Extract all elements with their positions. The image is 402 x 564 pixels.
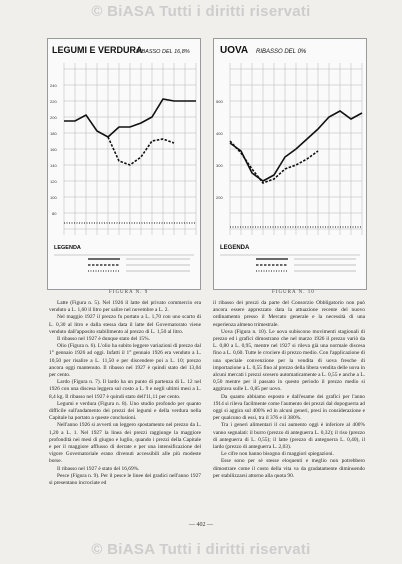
chart-legumi-ytick: 200 <box>50 115 57 120</box>
chart-uova-title: UOVA <box>220 45 249 56</box>
chart-legumi-ytick: 100 <box>50 195 57 200</box>
paragraph: Tra i generi alimentari il cui aumento oggi è inferiore al 400% vanno segnalati: il burro (prezzo di anteguerra L. 0,32); il riso (prezzo di anteguerra di L. 0,55); il latte (prezzo di anteguerra L. 0,40), il lardo (prezzo di anteguerra L. 2,03). <box>213 422 365 451</box>
paragraph: Il ribasso nel 1927 è stato del 16,69%. <box>57 465 140 472</box>
figure-caption: FIGURA N. 10 <box>272 290 315 295</box>
chart-uova-ytick: 400 <box>216 131 223 136</box>
paragraph: Le cifre non hanno bisogno di maggiori spiegazioni. <box>221 451 334 458</box>
paragraph: Nell'anno 1926 si avvertì un leggero spostamento nel prezzo da L. 1,20 a L. 1. Nel 1927 la linea dei prezzi raggiunge la maggiore profondità nei mesi di giugno e luglio, quando i prezzi della Capitale e per il maggiore afflusso di derrate e per una intensificazione del vigore Governatoriale erano divenuti accessibili alle più modeste borse. <box>49 422 201 465</box>
chart-legumi-legend <box>54 255 194 271</box>
chart-legumi-ytick: 120 <box>50 179 57 184</box>
paragraph: Da quanto abbiamo esposto e dall'esame dei grafici per l'anno 1914 si rileva facilmente come l'aumento dei prezzi dal dopoguerra ad oggi si aggira sul 400% ed in alcuni generi, presi in considerazione e per qualcuno di essi, tra il 376 e il 380%. <box>213 393 365 422</box>
chart-legumi-subtitle: RIBASSO DEL 16,8% <box>136 49 190 55</box>
paragraph: Latte (Figura n. 5). Nel 1926 il latte del privato commercio era venduto a L. 1,60 il litro per salire nel novembre a L. 2. <box>49 300 201 314</box>
paragraph: il ribasso dei prezzi da parte del Consorzio Obbligatorio non può ancora essere apprezzato data la attuazione recente del nuovo ordinamento presso il Mercato generale e la necessità di una esperienza almeno trimestrale. <box>213 300 365 328</box>
chart-uova-legend <box>220 255 360 271</box>
chart-legumi-gridlines <box>64 63 196 235</box>
chart-legumi-ytick: 140 <box>50 163 57 168</box>
chart-legumi-title: LEGUMI E VERDURA <box>52 45 143 55</box>
chart-legumi-ytick: 180 <box>50 131 57 136</box>
watermark-top: © BiASA Tutti i diritti riservati <box>91 3 311 20</box>
paragraph: Il ribasso nel 1927 è dunque stato del 15%. <box>57 336 150 343</box>
chart-legumi-legend-label: LEGENDA <box>54 245 81 251</box>
paragraph: Uova (Figura n. 10). Le uova subiscono movimenti stagionali di prezzo ed i grafici dimostrano che nel marzo 1926 il prezzo variò da L. 0,80 a L. 0,95, mentre nel 1927 si rileva già una normale discesa fino a L. 0,60. Tutte le crociere di prezzo medio. Con l'applicazione di una speciale convenzione per la vendita di uova fresche di importazione a L. 0,55 fino al prezzo della libera vendita delle uova in alcuni mercati i prezzi scesero automaticamente a L. 0,55 e anche a L. 0,50 mentre per il passato in questo periodo il prezzo medio si aggirava sulle L. 0,85 per uovo. <box>213 328 365 393</box>
paragraph: Pesce (Figura n. 9). Per il pesce le linee dei gradici nell'anno 1927 si presentano incrociate ed <box>49 472 201 487</box>
page-number: — 402 — <box>189 522 213 528</box>
chart-uova-ytick: 300 <box>216 163 223 168</box>
chart-uova-subtitle: RIBASSO DEL 0% <box>256 49 307 55</box>
paragraph: Esse sono per sè stesse eloquenti e meglio non potrebbero dimostrare come il costo della vita va da gradatamente diminuendo per stabilizzarsi attorno alla quota 90. <box>213 458 365 479</box>
watermark-bottom: © BiASA Tutti i diritti riservati <box>91 541 311 558</box>
paragraph: Lardo (Figura n. 7). Il lardo ha un punto di partenza di L. 12 nel 1926 con una discesa leggera sul costo a L. 9 e negli ultimi mesi a L. 8,4 kg. Il ribasso nel 1927 è quindi stato dell'11,11 per cento. <box>49 379 201 400</box>
text-column-right <box>213 300 365 480</box>
figure-caption: FIGURA N. 9 <box>109 290 149 295</box>
chart-legumi-ytick: 80 <box>52 211 57 216</box>
chart-uova-ytick: 200 <box>216 195 223 200</box>
paragraph: Olio (Figura n. 6). L'olio ha subito leggere variazioni di prezzo dal 1° gennaio 1926 ad oggi. Infatti il 1° gennaio 1926 era venduto a L. 10,50 per risalire a L. 11,50 e per discendere poi a L. 10; prezzo ancora oggi mantenuto. Il ribasso nel 1927 è quindi stato del 13,04 per cento. <box>49 343 201 379</box>
chart-uova-ytick: 500 <box>216 99 223 104</box>
chart-legumi-verdura <box>47 38 201 290</box>
chart-uova <box>213 38 367 290</box>
paragraph: Nel maggio 1927 il prezzo fu portato a L. 1,70 con uno scarto di L. 0,30 al litro e dalla stessa data il latte del Governatorato viene venduto dall'apposito stabilimento al prezzo di L. 1,50 al litro. <box>49 314 201 335</box>
paragraph: Legumi e verdura (Figura n. 8). Uno studio profondo per quanto difficile sull'andamento dei prezzi dei legumi e della verdura nella Capitale ha portato a queste conclusioni. <box>49 400 201 422</box>
chart-legumi-ytick: 160 <box>50 147 57 152</box>
text-column-left <box>49 300 201 487</box>
chart-legumi-ytick: 240 <box>50 83 57 88</box>
chart-uova-legend-label: LEGENDA <box>220 245 250 251</box>
chart-legumi-ytick: 220 <box>50 99 57 104</box>
